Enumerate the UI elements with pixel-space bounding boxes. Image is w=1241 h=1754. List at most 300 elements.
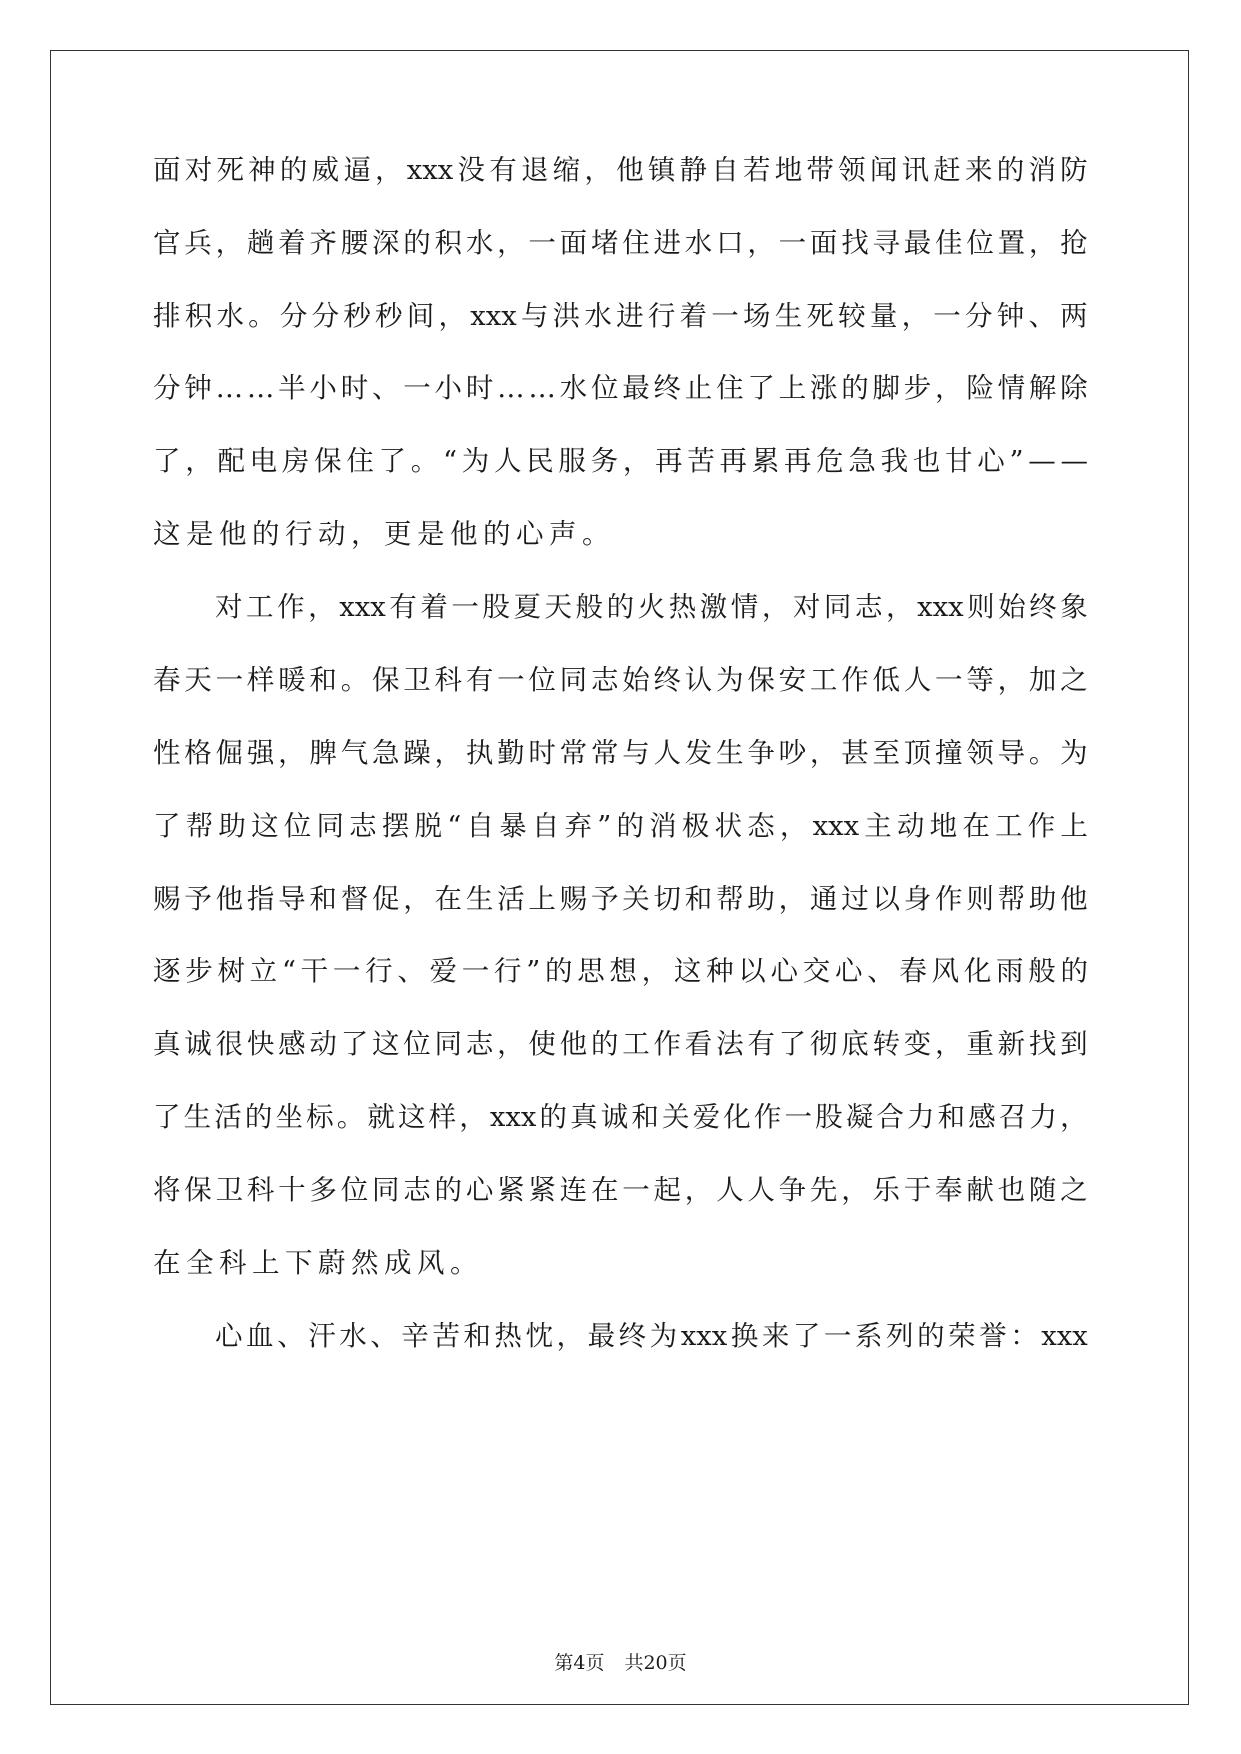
text-token: ， [185,445,213,477]
text-token: 股 [482,591,510,623]
text-token: 凝 [845,1101,874,1133]
text-token: 人 [716,1174,744,1206]
text-token: 秒 [375,300,403,332]
text-token: 天 [544,591,572,623]
text-token: 水 [339,1320,367,1352]
text-token: 若 [742,154,771,186]
text-token: 一 [332,955,361,987]
text-token: 间 [406,300,435,332]
text-token: 快 [246,1028,275,1060]
text-token: 心 [834,955,863,987]
text-token: 同 [559,664,588,696]
text-token: 面 [559,227,588,259]
text-token: 加 [1028,664,1057,696]
text-token: 生 [183,1101,212,1133]
text-token: 了 [340,1028,369,1060]
text-token: ， [438,300,466,332]
text-token: 撞 [935,737,963,769]
text-token: 志 [349,810,377,842]
text-token: ， [747,227,775,259]
text-token: 一 [933,300,961,332]
text-token: ， [375,154,403,186]
text-token: 荣 [948,1320,976,1352]
text-token: 寻 [872,227,900,259]
text-token: 天 [184,664,212,696]
text-token: 和 [309,664,337,696]
text-line [215,585,1088,629]
text-token: 的 [544,955,573,987]
text-token: 这 [398,1101,426,1133]
text-token: 的 [917,1320,945,1352]
text-token: 献 [966,1174,994,1206]
text-token: 终 [618,1320,647,1352]
text-token: 一 [622,1174,650,1206]
text-token: 甘 [945,445,973,477]
text-token: “ [442,445,458,477]
text-token: 科 [434,664,463,696]
text-token: 较 [838,300,866,332]
text-token: 科 [219,1247,247,1279]
text-token: 急 [371,737,400,769]
text-token: 则 [966,883,994,915]
text-token: ， [841,1174,869,1206]
text-token: 保 [747,664,775,696]
text-token: 活 [214,1101,242,1133]
text-token: 我 [880,445,909,477]
text-token: 水 [216,300,244,332]
text-token: 步 [185,955,213,987]
text-token: 趟 [246,227,275,259]
text-token: 化 [963,955,992,987]
text-token: 工 [622,1028,650,1060]
text-token: 领 [966,737,994,769]
text-token: 保 [314,445,342,477]
text-token: xxx [489,1101,537,1133]
text-token: “ [447,810,462,842]
text-token: 一 [823,1320,852,1352]
text-token: 腰 [340,227,369,259]
text-token: 分 [279,300,308,332]
text-token: 进 [653,227,681,259]
text-token: 再 [655,445,683,477]
text-line [153,658,1088,702]
text-token: 始 [622,664,650,696]
text-token: … [528,372,556,404]
text-token: 格 [184,737,212,769]
text-token: 。 [410,445,439,477]
text-token: 起 [653,1174,681,1206]
text-token: 样 [246,664,275,696]
text-token: 一 [778,227,807,259]
text-token: 是 [186,518,214,550]
text-token: 股 [815,1101,843,1133]
text-token: 帮 [185,810,214,842]
text-token: 主 [864,810,892,842]
text-token: ， [901,300,930,332]
text-token: xxx [917,591,964,623]
text-token: 的 [606,591,635,623]
text-token: 对 [184,154,213,186]
text-token: 人 [653,737,681,769]
text-token: ， [215,227,244,259]
text-token: 般 [575,591,604,623]
text-token: 争 [778,1174,807,1206]
text-token: 的 [841,372,869,404]
text-token: 自 [531,810,560,842]
text-token: 促 [371,883,400,915]
text-token: 分 [965,300,993,332]
text-token: 诚 [184,1028,212,1060]
text-token: 状 [714,810,742,842]
text-token: 闻 [869,154,898,186]
text-line [153,439,1088,483]
text-token: 、 [397,955,425,987]
text-token: ， [622,445,651,477]
text-token: 时 [528,737,556,769]
text-token: 赶 [933,154,961,186]
text-token: 找 [1028,1028,1057,1060]
text-token: 急 [848,445,876,477]
text-token: 紧 [497,1174,525,1206]
text-token: 上 [778,372,807,404]
text-token: 在 [434,883,463,915]
page-number: 第4页 [554,1652,605,1674]
text-token: 认 [684,664,713,696]
text-token: 动 [318,518,346,550]
text-token: 的 [539,1101,568,1133]
text-token: 变 [903,1028,932,1060]
text-token: 半 [278,372,306,404]
text-token: 列 [886,1320,914,1352]
text-token: … [215,372,244,404]
text-token: 。 [248,300,276,332]
text-token: 位 [966,227,994,259]
text-token: 带 [806,154,834,186]
text-token: 深 [371,227,400,259]
text-token: 诚 [600,1101,629,1133]
text-token: 他 [559,1028,588,1060]
text-token: 领 [838,154,866,186]
text-token: ， [935,1028,963,1060]
text-token: ， [886,591,914,623]
text-token: 生 [774,300,803,332]
text-token: 动 [896,810,925,842]
text-token: 位 [590,372,619,404]
text-token: 场 [742,300,771,332]
text-token: 真 [570,1101,598,1133]
text-token: 了 [778,1028,807,1060]
text-token: 连 [559,1174,588,1206]
text-token: 情 [997,372,1026,404]
text-token: 力 [1029,1101,1058,1133]
text-token: 自 [466,810,494,842]
text-token: 他 [450,518,478,550]
text-token: 他 [616,154,644,186]
text-token: 退 [520,154,549,186]
text-token: 帮 [997,883,1026,915]
text-token: 。 [336,1101,365,1133]
text-token: 行 [493,955,522,987]
text-token: ” [597,810,612,842]
text-token: 苦 [687,445,715,477]
text-token: 地 [774,154,803,186]
text-token: 和 [309,883,337,915]
text-token: 执 [465,737,494,769]
text-token: 讯 [901,154,930,186]
text-token: 作 [841,664,869,696]
text-token: 位 [340,1174,369,1206]
text-token: 作 [1027,810,1056,842]
text-token: 通 [809,883,838,915]
text-token: 生 [465,883,494,915]
text-token: 情 [730,591,759,623]
text-token: 躁 [403,737,431,769]
text-token: 房 [281,445,310,477]
text-token: 涨 [809,372,838,404]
text-token: 换 [730,1320,759,1352]
text-token: 分 [153,372,181,404]
text-token: 态 [747,810,775,842]
text-token: 他 [215,883,244,915]
text-token: 风 [931,955,960,987]
text-token: 气 [340,737,369,769]
text-token: ， [308,591,336,623]
text-token: 也 [912,445,941,477]
text-token: 的 [1060,955,1088,987]
text-token: 来 [761,1320,790,1352]
text-token: 这 [673,955,702,987]
text-token: 兵 [184,227,212,259]
text-line [153,1022,1088,1066]
text-token: 两 [1060,300,1088,332]
text-token: 始 [998,591,1026,623]
text-token: 春 [153,664,181,696]
text-token: 脚 [872,372,900,404]
text-token: 思 [577,955,605,987]
text-token: 没 [457,154,485,186]
text-token: 着 [278,227,306,259]
text-token: 小 [434,372,463,404]
text-token: 生 [716,737,744,769]
text-token: 动 [309,1028,337,1060]
text-token: 。 [582,518,610,550]
text-token: 想 [609,955,637,987]
text-token: “ [281,955,296,987]
text-token: 等 [966,664,994,696]
text-token: ， [497,227,525,259]
text-token: 置 [997,227,1026,259]
text-token: … [246,372,275,404]
text-token: ， [935,372,963,404]
text-token: 作 [653,1028,681,1060]
text-token: 了 [747,372,775,404]
text-token: 予 [590,883,619,915]
text-token: 科 [246,1174,275,1206]
text-token: 有 [489,154,517,186]
text-token: 堵 [590,227,619,259]
text-token: 位 [528,664,556,696]
text-token: 心 [516,518,544,550]
text-token: 、 [370,1320,398,1352]
text-token: 秒 [343,300,371,332]
text-token: ， [584,154,612,186]
text-token: 为 [649,1320,678,1352]
text-token: 助 [218,810,246,842]
text-token: ， [497,1028,525,1060]
text-token: 人 [903,664,932,696]
text-token: 赐 [559,883,588,915]
text-token: 上 [252,1247,280,1279]
text-line [153,731,1088,775]
text-token: 同 [316,810,344,842]
text-token: 一 [711,300,739,332]
text-line [153,877,1088,921]
text-token: 爱 [692,1101,721,1133]
text-token: 住 [346,445,374,477]
text-token: 与 [622,737,650,769]
text-token: xxx [406,154,454,186]
text-token: 关 [662,1101,690,1133]
text-token: 逐 [153,955,181,987]
text-token: ” [1009,445,1024,477]
text-token: 活 [497,883,525,915]
text-token: 到 [1060,1028,1088,1060]
text-token: 与 [520,300,549,332]
text-token: 口 [716,227,744,259]
text-token: ” [526,955,541,987]
text-token: 人 [747,1174,775,1206]
text-token: 导 [278,883,306,915]
text-token: 行 [285,518,313,550]
text-token: 的 [244,1101,273,1133]
text-token: 危 [816,445,844,477]
text-token: 止 [684,372,713,404]
text-token: 小 [309,372,337,404]
text-token: 火 [637,591,666,623]
text-token: 蔚 [318,1247,346,1279]
text-token: 新 [997,1028,1026,1060]
text-token: 时 [465,372,494,404]
text-line [153,1095,1088,1139]
text-token: xxx [470,300,517,332]
text-token: ， [684,1174,713,1206]
text-token: ， [778,883,807,915]
text-token: 紧 [528,1174,556,1206]
text-token: 辛 [401,1320,429,1352]
text-token: 忱 [525,1320,553,1352]
text-token: 同 [434,1028,463,1060]
text-token: 苦 [432,1320,460,1352]
text-token: 交 [802,955,831,987]
text-token: 春 [899,955,927,987]
text-token: 。 [450,1247,478,1279]
text-token: 终 [653,664,681,696]
text-token: 全 [186,1247,214,1279]
text-token: ， [351,518,379,550]
text-token: 卫 [403,664,431,696]
text-token: xxx [812,810,860,842]
text-token: 帮 [716,883,744,915]
text-token: — [1060,445,1088,477]
text-token: 标 [306,1101,334,1133]
text-token: 、 [371,372,400,404]
text-token: 面 [153,154,181,186]
text-token: ， [1028,227,1057,259]
text-token: — [1028,445,1056,477]
text-token: 誉 [979,1320,1007,1352]
text-token: 终 [653,372,681,404]
text-token: 切 [653,883,681,915]
text-token: 死 [806,300,834,332]
text-token: 民 [526,445,554,477]
text-token: ， [641,955,670,987]
text-token: 作 [753,1101,782,1133]
text-token: 保 [371,664,400,696]
text-token: 然 [351,1247,379,1279]
text-token: 热 [668,591,697,623]
text-token: 自 [711,154,739,186]
text-token: 脾 [309,737,337,769]
text-token: 赐 [153,883,181,915]
text-token: 将 [153,1174,181,1206]
text-token: 志 [465,1028,494,1060]
text-token: 在 [153,1247,181,1279]
text-token: 之 [1060,664,1088,696]
text-token: 重 [966,1028,994,1060]
text-token: 志 [403,1174,431,1206]
text-token: 弃 [564,810,592,842]
text-token: 看 [684,1028,713,1060]
text-token: xxx [1041,1320,1088,1352]
text-token: 真 [153,1028,181,1060]
text-token: 至 [872,737,900,769]
text-token: 同 [371,1174,400,1206]
text-token: 助 [1028,883,1057,915]
text-token: 多 [309,1174,337,1206]
text-token: 奉 [935,1174,963,1206]
text-token: 保 [184,1174,212,1206]
text-token: 以 [872,883,900,915]
text-token: 法 [716,1028,744,1060]
text-token: 工 [246,591,274,623]
text-token: 强 [246,737,275,769]
text-token: 钟 [184,372,212,404]
text-token: 志 [854,591,883,623]
text-token: 水 [684,227,713,259]
text-token: 为 [716,664,744,696]
text-token: 这 [153,518,181,550]
text-token: 地 [929,810,958,842]
text-token: 干 [300,955,329,987]
text-token: 的 [252,518,280,550]
text-token: xxx [680,1320,728,1352]
text-token: 最 [903,227,932,259]
text-line [153,221,1088,265]
text-token: 他 [1060,883,1088,915]
text-token: 心 [215,1320,243,1352]
text-token: 、 [867,955,895,987]
text-token: 、 [1028,300,1056,332]
text-token: 志 [590,664,619,696]
text-token: 身 [903,883,932,915]
text-token: 最 [587,1320,616,1352]
text-token: ， [761,591,790,623]
text-token: 一 [528,227,556,259]
text-token: 先 [809,1174,838,1206]
text-token: 量 [869,300,898,332]
text-token: 导 [997,737,1026,769]
text-token: ， [434,737,463,769]
